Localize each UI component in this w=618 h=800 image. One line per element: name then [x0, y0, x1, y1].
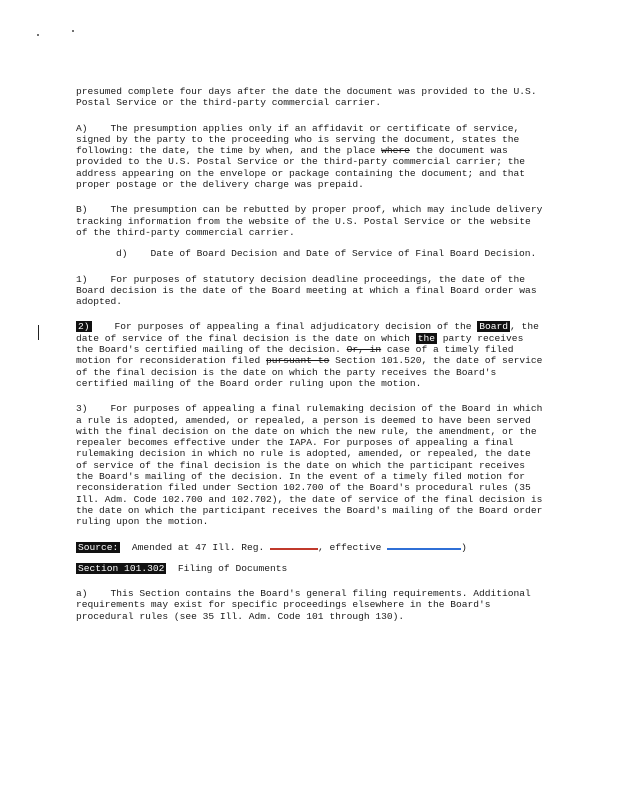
paragraph-a: a) This Section contains the Board's general filing requirements. Additional requirements may exist for specific proceedings elsewhere in the Board's procedural rules (see 35 Ill. Adm. Code 101 through 130). — [76, 588, 537, 622]
section-number: Section 101.302 — [78, 562, 165, 574]
paragraph-presumed: presumed complete four days after the date the document was provided to the U.S. Postal Service or the third-party commercial carrier. — [76, 86, 543, 109]
paragraph-2-strikeout: pursuant to — [266, 355, 330, 367]
section-heading — [76, 563, 546, 574]
paragraph-2-highlight: Board — [479, 321, 509, 333]
section-title: Filing of Documents — [177, 562, 288, 574]
register-page-blank — [270, 548, 318, 550]
paragraph-2 — [76, 321, 549, 389]
margin-change-bar — [38, 325, 39, 340]
scan-speck — [72, 30, 74, 32]
paragraph-A — [76, 123, 546, 191]
source-text: ) — [461, 541, 467, 553]
paragraph-2-highlight: the — [417, 332, 435, 344]
paragraph-B: B) The presumption can be rebutted by proper proof, which may include delivery tracking information from the website of the U.S. Postal Service or the website of the third-party commercial carrier. — [76, 204, 549, 238]
paragraph-3: 3) For purposes of appealing a final rulemaking decision of the Board in which a rule is adopted, amended, or repealed, a person is deemed to have been served with the final decision on the date on which the new rule, the amendment, or the repealer becomes effective under the IAPA. For purposes of appealing a final rulemaking decision in which no rule is adopted, amended, or repealed, the date of service of the final decision is the date on which the participant receives the Board's mailing of the decision. In the event of a timely filed motion for reconsideration filed under Section 102.700 of the Board's procedural rules (35 Ill. Adm. Code 102.700 and 102.702), the date of service of the final decision is the date on which the participant receives the Board's mailing of the Board order ruling upon the motion. — [76, 403, 549, 528]
source-text: Amended at 47 Ill. Reg. — [131, 541, 271, 553]
source-label: Source: — [78, 541, 119, 553]
paragraph-2-text: case of a timely filed motion for reconsideration filed — [76, 344, 520, 367]
effective-date-blank — [387, 548, 461, 550]
source-text: , effective — [318, 541, 388, 553]
paragraph-2-text: , the date of service of the final decision is the date on which — [76, 321, 545, 344]
paragraph-2-text: party receives the Board's certified mailing of the decision. — [76, 332, 530, 356]
paragraph-2-label: 2) — [78, 321, 90, 333]
paragraph-2-text: Section 101.520, the date of service of the final decision is the date on which the party receives the Board's certified mailing of the Board order ruling upon the motion. — [76, 355, 549, 389]
document-page — [76, 86, 549, 622]
paragraph-A-text-rest: the document was provided to the U.S. Postal Service or the third-party commercial carrier; the address appearing on the envelope or package containing the document; and that proper postage or the delivery charge was prepaid. — [76, 145, 531, 191]
subsection-d-heading: d) Date of Board Decision and Date of Service of Final Board Decision. — [116, 248, 537, 260]
source-note — [76, 542, 546, 553]
paragraph-1: 1) For purposes of statutory decision deadline proceedings, the date of the Board decision is the date of the Board meeting at which a final Board order was adopted. — [76, 273, 543, 308]
paragraph-2-strikeout: Or, in — [346, 344, 382, 356]
scan-speck — [37, 34, 39, 36]
paragraph-A-strikeout: where — [381, 145, 410, 157]
paragraph-2-text: For purposes of appealing a final adjudicatory decision of the — [91, 321, 478, 333]
paragraph-A-text: A) The presumption applies only if an affidavit or certificate of service, signed by the party to the proceeding who is serving the document, states the following: the date, the time by when, and the place — [76, 122, 526, 157]
